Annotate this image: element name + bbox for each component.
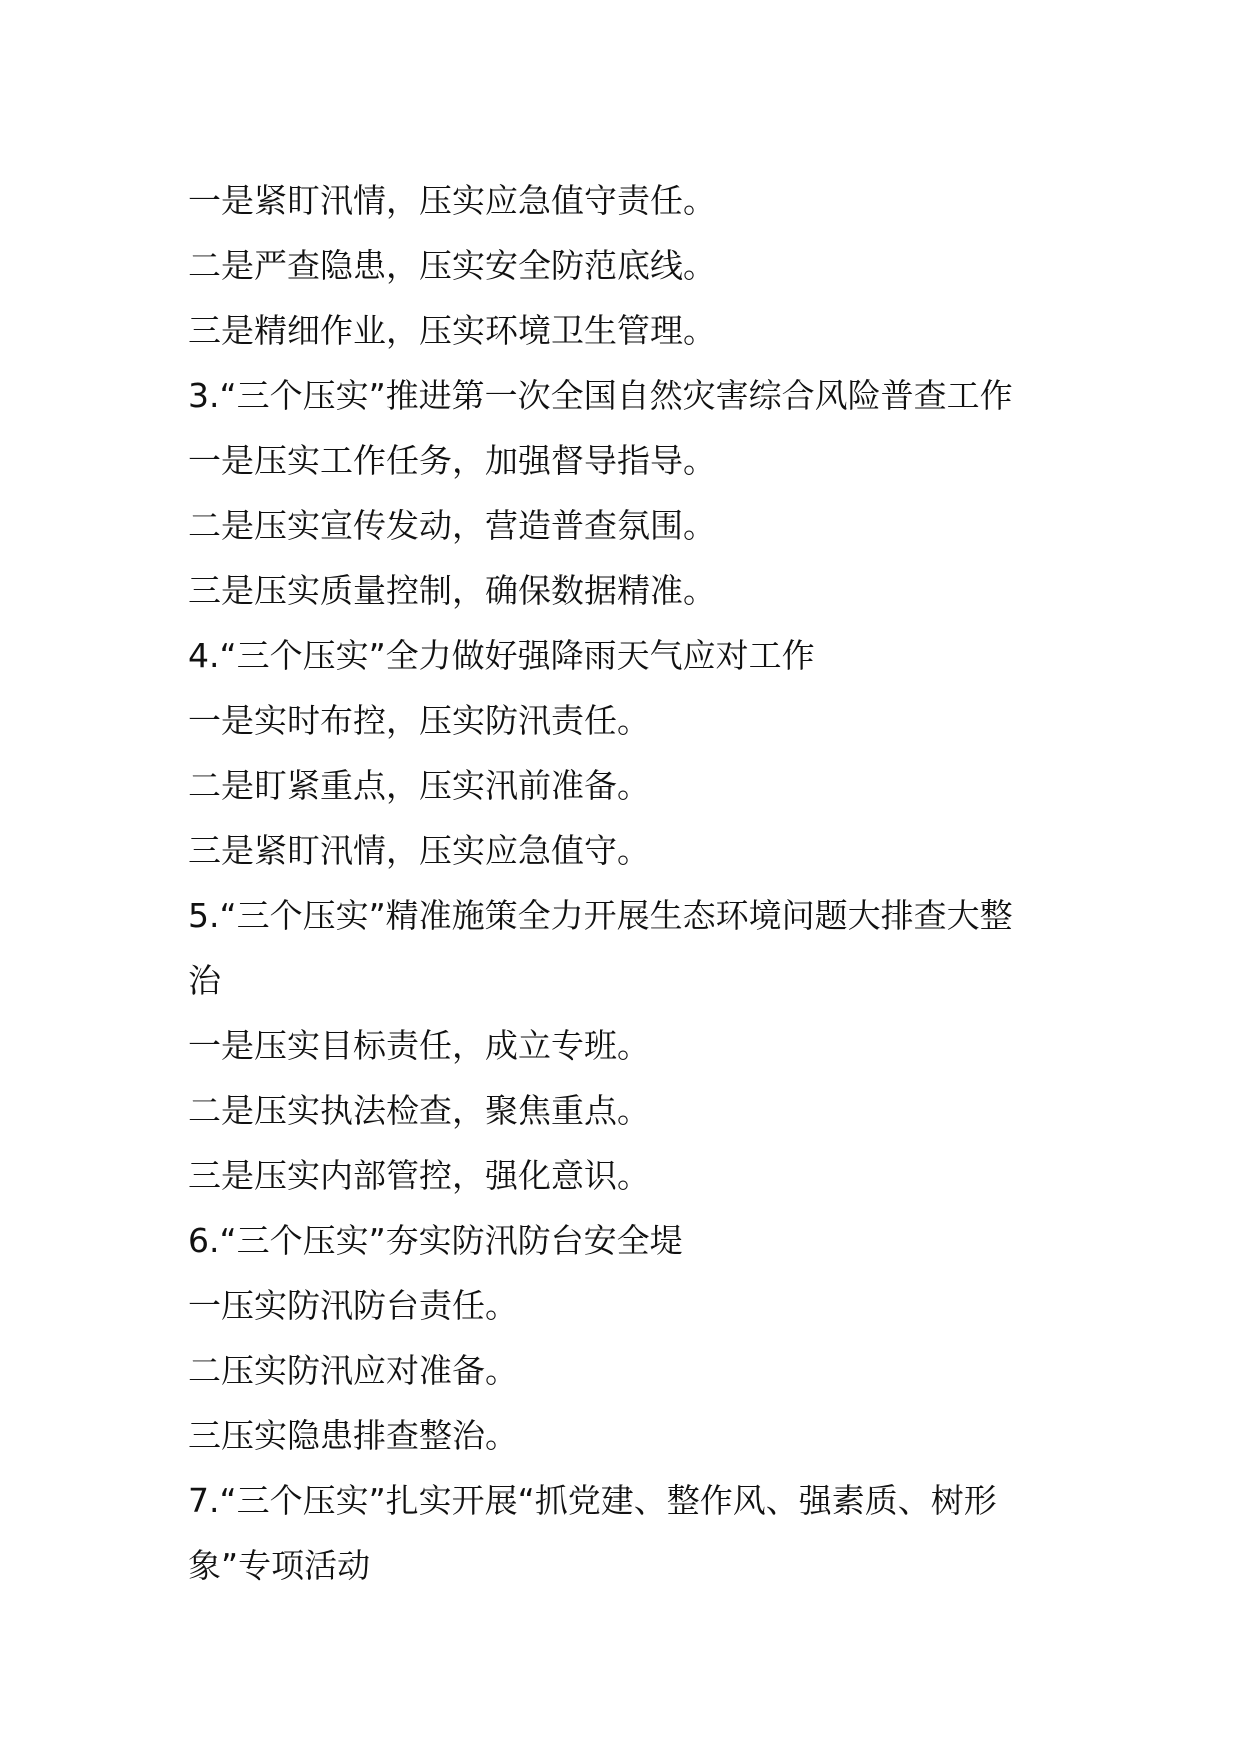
section-heading: 3.“三个压实”推进第一次全国自然灾害综合风险普查工作 xyxy=(188,376,1013,415)
item-text: 一是紧盯汛情，压实应急值守责任。 xyxy=(188,181,716,220)
item-text: 一是压实目标责任，成立专班。 xyxy=(188,1026,650,1065)
item-text: 三是压实内部管控，强化意识。 xyxy=(188,1156,650,1195)
item-text: 一压实防汛防台责任。 xyxy=(188,1286,518,1325)
item-text: 二是严查隐患，压实安全防范底线。 xyxy=(188,246,716,285)
document-body xyxy=(188,168,1068,1598)
item-text: 三压实隐患排查整治。 xyxy=(188,1416,518,1455)
section-heading: 6.“三个压实”夯实防汛防台安全堤 xyxy=(188,1221,683,1260)
item-text: 二是盯紧重点，压实汛前准备。 xyxy=(188,766,650,805)
section-heading-continuation: 治 xyxy=(188,961,221,1000)
item-text: 二压实防汛应对准备。 xyxy=(188,1351,518,1390)
item-text: 二是压实执法检查，聚焦重点。 xyxy=(188,1091,650,1130)
item-text: 二是压实宣传发动，营造普查氛围。 xyxy=(188,506,716,545)
section-heading: 5.“三个压实”精准施策全力开展生态环境问题大排查大整 xyxy=(188,896,1013,935)
section-heading: 7.“三个压实”扎实开展“抓党建、整作风、强素质、树形 xyxy=(188,1481,997,1520)
item-text: 一是实时布控，压实防汛责任。 xyxy=(188,701,650,740)
section-heading: 4.“三个压实”全力做好强降雨天气应对工作 xyxy=(188,636,815,675)
item-text: 一是压实工作任务，加强督导指导。 xyxy=(188,441,716,480)
item-text: 三是精细作业，压实环境卫生管理。 xyxy=(188,311,716,350)
item-text: 三是压实质量控制，确保数据精准。 xyxy=(188,571,716,610)
section-heading-continuation: 象”专项活动 xyxy=(188,1546,371,1585)
item-text: 三是紧盯汛情，压实应急值守。 xyxy=(188,831,650,870)
